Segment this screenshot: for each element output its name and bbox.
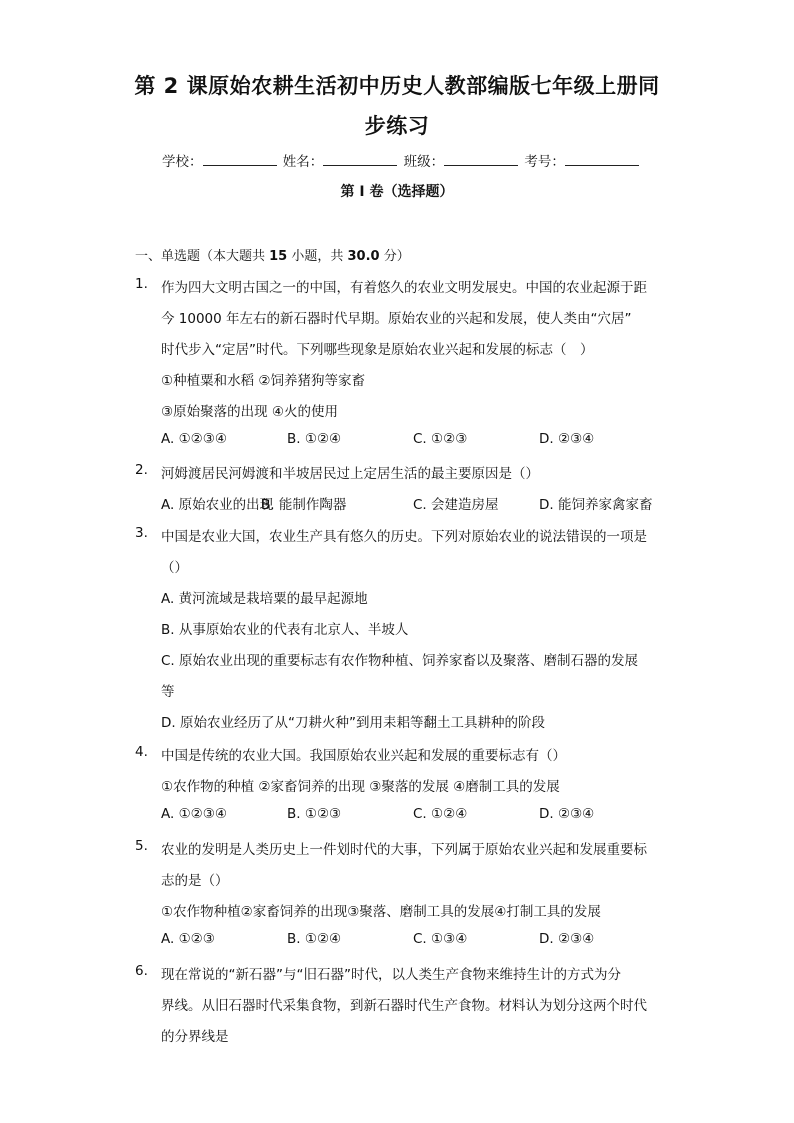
option-d[interactable]: D. ②③④ xyxy=(539,931,595,947)
option-a[interactable]: A. 原始农业的出现 xyxy=(161,497,274,513)
question-number: 4. xyxy=(135,744,148,760)
question-text-line: ①种植粟和水稻 ②饲养猪狗等家畜 xyxy=(161,373,365,389)
question-text-line: 时代步入“定居”时代。下列哪些现象是原始农业兴起和发展的标志（ ） xyxy=(161,342,594,358)
option-a[interactable]: A. ①②③④ xyxy=(161,431,227,447)
options-row xyxy=(161,806,665,822)
section-suffix: 分） xyxy=(379,249,410,264)
question-count: 15 xyxy=(269,249,288,264)
section-mid: 小题，共 xyxy=(287,249,348,264)
question-text-line: 中国是农业大国，农业生产具有悠久的历史。下列对原始农业的说法错误的一项是 xyxy=(161,529,647,545)
number-label: 考号： xyxy=(524,154,565,170)
number-blank[interactable] xyxy=(565,153,639,166)
title-line-1: 第 2 课原始农耕生活初中历史人教部编版七年级上册同 xyxy=(134,74,660,98)
question-number: 5. xyxy=(135,838,148,854)
name-label: 姓名： xyxy=(282,154,324,170)
question-text-line: 界线。从旧石器时代采集食物，到新石器时代生产食物。材料认为划分这两个时代 xyxy=(161,998,647,1014)
school-label: 学校： xyxy=(162,154,203,170)
question-text-line: 今 10000 年左右的新石器时代早期。原始农业的兴起和发展，使人类由“穴居” xyxy=(161,311,632,327)
question-text-line: 河姆渡居民河姆渡和半坡居民过上定居生活的最主要原因是（） xyxy=(161,466,539,482)
section-heading xyxy=(135,245,410,264)
options-row xyxy=(161,931,665,947)
student-info-row xyxy=(162,150,642,170)
option-c[interactable]: C. ①②④ xyxy=(413,806,468,822)
school-blank[interactable] xyxy=(203,153,277,166)
option-d[interactable]: D. ②③④ xyxy=(539,431,595,447)
question-number: 2. xyxy=(135,462,148,478)
option-b[interactable]: B. ①②④ xyxy=(287,931,342,947)
question-number: 6. xyxy=(135,963,148,979)
option-b[interactable]: B. ①②③ xyxy=(287,806,342,822)
volume-heading: 第 I 卷（选择题） xyxy=(340,184,454,200)
option-d[interactable]: D. 原始农业经历了从“刀耕火种”到用耒耜等翻土工具耕种的阶段 xyxy=(161,715,545,731)
question-text-line: ③原始聚落的出现 ④火的使用 xyxy=(161,404,338,420)
option-a[interactable]: A. 黄河流域是栽培粟的最早起源地 xyxy=(161,591,368,607)
option-a[interactable]: A. ①②③④ xyxy=(161,806,227,822)
question-number: 3. xyxy=(135,525,148,541)
options-row xyxy=(161,493,665,513)
option-b[interactable]: B. ①②④ xyxy=(287,431,342,447)
question-number: 1. xyxy=(135,276,148,292)
option-b[interactable]: B. 从事原始农业的代表有北京人、半坡人 xyxy=(161,622,409,638)
options-row xyxy=(161,431,665,447)
question-text-line: 的分界线是 xyxy=(161,1029,229,1045)
section-prefix: 一、单选题（本大题共 xyxy=(135,249,270,264)
question-text-line: 农业的发明是人类历史上一件划时代的大事，下列属于原始农业兴起和发展重要标 xyxy=(161,842,647,858)
option-c-cont[interactable]: 等 xyxy=(161,684,175,700)
question-text-line: ①农作物的种植 ②家畜饲养的出现 ③聚落的发展 ④磨制工具的发展 xyxy=(161,779,560,795)
class-label: 班级： xyxy=(403,154,445,170)
class-blank[interactable] xyxy=(444,153,518,166)
name-blank[interactable] xyxy=(323,153,397,166)
option-b[interactable]: B. 能制作陶器 xyxy=(261,497,347,513)
question-text-line: 作为四大文明古国之一的中国，有着悠久的农业文明发展史。中国的农业起源于距 xyxy=(161,280,647,296)
option-c[interactable]: C. ①②③ xyxy=(413,431,468,447)
option-c[interactable]: C. 原始农业出现的重要标志有农作物种植、饲养家畜以及聚落、磨制石器的发展 xyxy=(161,653,639,669)
question-text-line: 中国是传统的农业大国。我国原始农业兴起和发展的重要标志有（） xyxy=(161,748,566,764)
title-line-2: 步练习 xyxy=(364,114,430,138)
option-d[interactable]: D. ②③④ xyxy=(539,806,595,822)
option-d[interactable]: D. 能饲养家禽家畜 xyxy=(539,497,653,513)
option-c[interactable]: C. 会建造房屋 xyxy=(413,497,499,513)
question-text-line: 现在常说的“新石器”与“旧石器”时代，以人类生产食物来维持生计的方式为分 xyxy=(161,967,621,983)
option-a[interactable]: A. ①②③ xyxy=(161,931,215,947)
question-text-line: 志的是（） xyxy=(161,873,229,889)
total-score: 30.0 xyxy=(347,249,380,264)
question-text-line: ①农作物种植②家畜饲养的出现③聚落、磨制工具的发展④打制工具的发展 xyxy=(161,904,601,920)
question-text-line: （） xyxy=(161,560,188,576)
option-c[interactable]: C. ①③④ xyxy=(413,931,468,947)
